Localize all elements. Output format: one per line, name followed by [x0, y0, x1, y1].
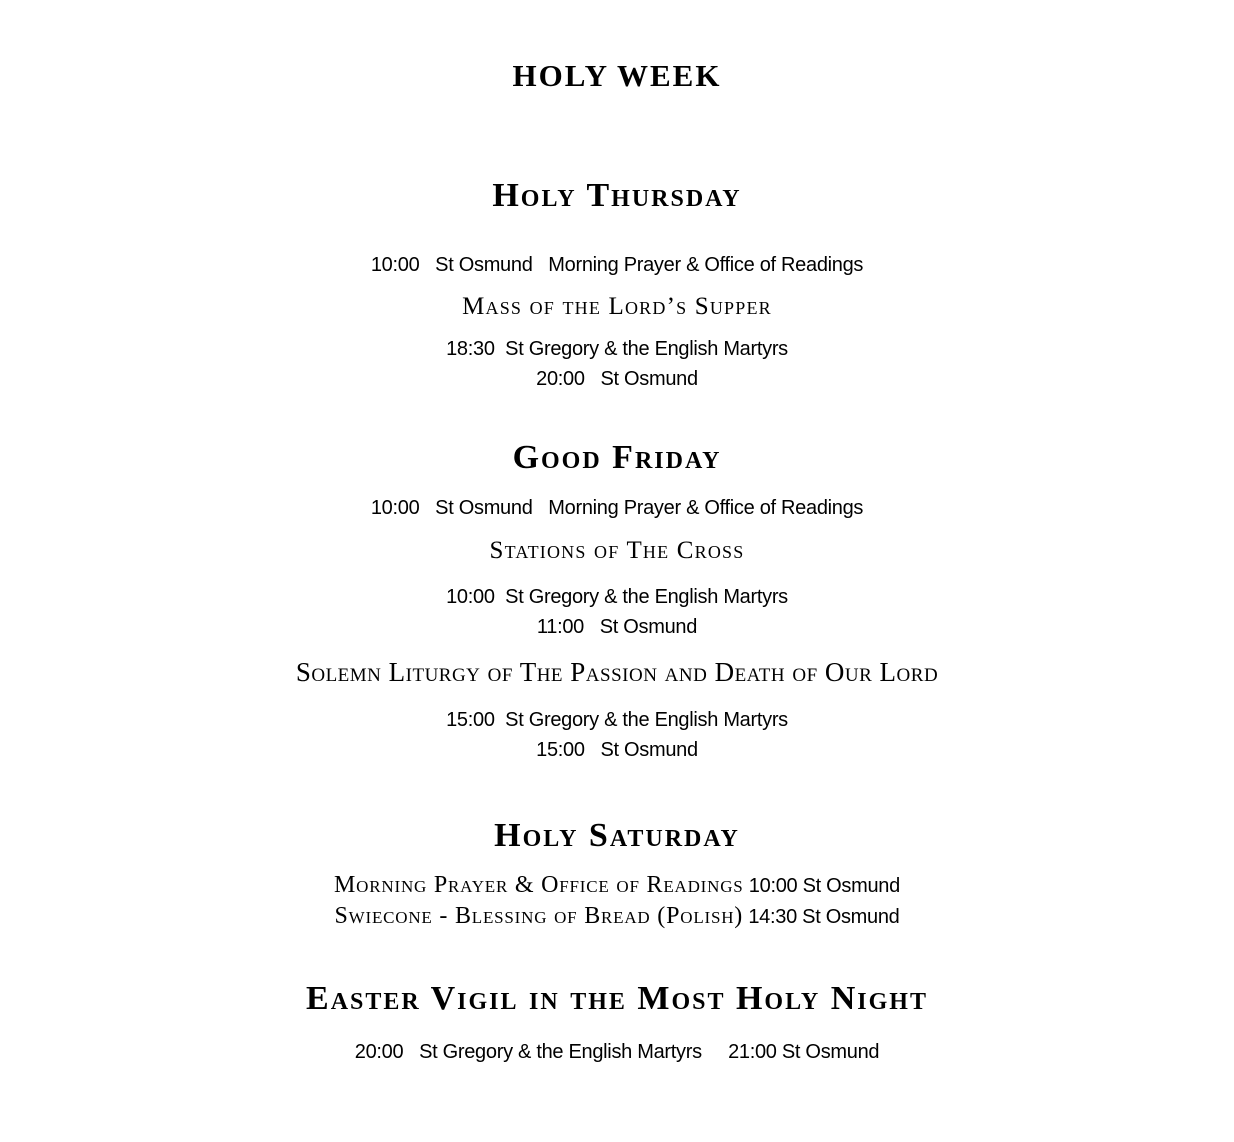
easter-vigil-heading: Easter Vigil in the Most Holy Night	[306, 980, 928, 1017]
saturday-morning-prayer-line	[0, 871, 1234, 902]
friday-morning-prayer-line: 10:00 St Osmund Morning Prayer & Office of Readings	[370, 497, 864, 519]
section-holy-saturday	[0, 816, 1234, 933]
solemn-liturgy-title: Solemn Liturgy of The Passion and Death of Our Lord	[295, 657, 939, 687]
saturday-swiecone-time: 14:30 St Osmund	[743, 906, 900, 928]
page-title: HOLY WEEK	[512, 58, 722, 93]
section-good-friday	[0, 438, 1234, 765]
stations-time-st-gregory-line: 10:00 St Gregory & the English Martyrs	[446, 586, 788, 608]
mass-time-st-osmund-line: 20:00 St Osmund	[536, 368, 698, 390]
liturgy-time-st-gregory-line: 15:00 St Gregory & the English Martyrs	[446, 709, 788, 731]
saturday-swiecone-label: Swiecone - Blessing of Bread (Polish)	[334, 903, 744, 929]
stations-time-st-osmund-line: 11:00 St Osmund	[536, 616, 698, 638]
mass-of-the-lords-supper-title: Mass of the Lord’s Supper	[462, 293, 772, 320]
easter-vigil-times-line: 20:00 St Gregory & the English Martyrs 21:00 St Osmund	[354, 1041, 880, 1063]
section-easter-vigil	[0, 979, 1234, 1067]
mass-time-st-gregory-line: 18:30 St Gregory & the English Martyrs	[446, 338, 788, 360]
holy-thursday-heading: Holy Thursday	[492, 177, 742, 214]
saturday-morning-prayer-time: 10:00 St Osmund	[743, 875, 900, 897]
thursday-morning-prayer-line: 10:00 St Osmund Morning Prayer & Office of Readings	[370, 254, 864, 276]
holy-saturday-heading: Holy Saturday	[494, 817, 740, 854]
saturday-swiecone-line	[0, 902, 1234, 933]
saturday-morning-prayer-label: Morning Prayer & Office of Readings	[334, 872, 744, 898]
section-holy-thursday	[0, 176, 1234, 394]
stations-of-the-cross-title: Stations of The Cross	[489, 537, 745, 564]
good-friday-heading: Good Friday	[512, 439, 722, 476]
liturgy-time-st-osmund-line: 15:00 St Osmund	[536, 739, 698, 761]
